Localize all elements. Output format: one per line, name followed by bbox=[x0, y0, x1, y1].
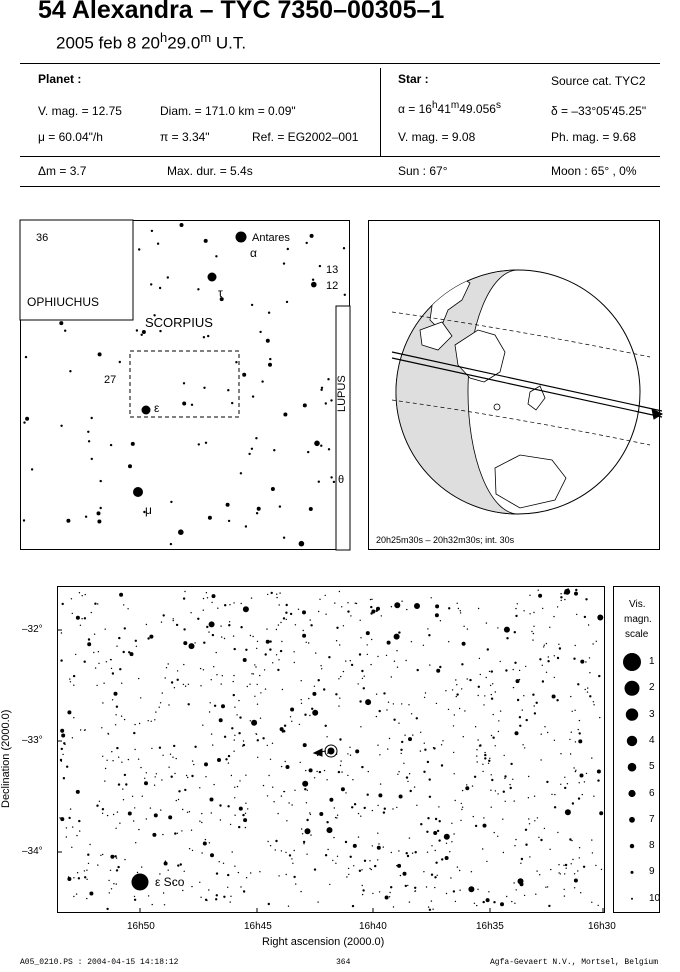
planet-vmag: V. mag. = 12.75 bbox=[38, 104, 122, 118]
alpha-m: m bbox=[450, 100, 460, 111]
scale-dot-mag-4 bbox=[627, 736, 637, 746]
xtick-label-1630: 16h30 bbox=[588, 921, 616, 932]
scale-label-3: 3 bbox=[649, 708, 655, 720]
source-catalog: Source cat. TYC2 bbox=[551, 74, 646, 88]
footer-credit: Agfa-Gevaert N.V., Mortsel, Belgium bbox=[490, 958, 659, 967]
star-delta: δ = –33°05'45.25" bbox=[551, 104, 647, 118]
star-label-theta: θ bbox=[338, 474, 345, 486]
globe-caption: 20h25m30s – 20h32m30s; int. 30s bbox=[376, 535, 515, 545]
planet-diam: Diam. = 171.0 km = 0.09" bbox=[160, 104, 296, 118]
scale-label-2: 2 bbox=[649, 682, 655, 694]
moon-info: Moon : 65° , 0% bbox=[551, 164, 637, 178]
xtick-label-1645: 16h45 bbox=[244, 921, 272, 932]
y-axis-label: Declination (2000.0) bbox=[0, 709, 12, 808]
date-text: 2005 feb 8 20 bbox=[56, 33, 160, 53]
scale-dot-mag-9 bbox=[631, 871, 634, 874]
star-label-mu: μ bbox=[145, 503, 152, 517]
ytick-label-32: –32° bbox=[22, 624, 43, 635]
star-vmag: V. mag. = 9.08 bbox=[398, 130, 476, 144]
star-label: Star : bbox=[398, 72, 429, 86]
scale-label-7: 7 bbox=[649, 813, 655, 825]
sun-elongation: Sun : 67° bbox=[398, 164, 448, 178]
scale-dot-mag-1 bbox=[623, 653, 641, 671]
x-axis-label: Right ascension (2000.0) bbox=[262, 936, 385, 948]
scale-dot-mag-2 bbox=[625, 681, 640, 696]
planet-mu: μ = 60.04"/h bbox=[38, 130, 103, 144]
alpha-minutes: 41 bbox=[437, 102, 451, 116]
scale-dot-mag-7 bbox=[629, 817, 635, 823]
delta-mag: Δm = 3.7 bbox=[38, 164, 87, 178]
date-h-unit: h bbox=[159, 30, 168, 45]
xtick-label-1650: 16h50 bbox=[127, 921, 155, 932]
footer-page: 364 bbox=[336, 958, 351, 967]
max-duration: Max. dur. = 5.4s bbox=[167, 164, 253, 178]
target-label: ε Sco bbox=[155, 875, 185, 889]
star-label-tau: τ bbox=[218, 286, 223, 300]
scale-label-5: 5 bbox=[649, 761, 655, 773]
scale-dot-mag-8 bbox=[630, 844, 634, 848]
alpha-prefix: α = 16 bbox=[398, 102, 432, 116]
star-phmag: Ph. mag. = 9.68 bbox=[551, 130, 637, 144]
star-label-alpha: α bbox=[250, 246, 257, 260]
star-label-13: 13 bbox=[326, 264, 339, 276]
constellation-ophiuchus: OPHIUCHUS bbox=[27, 295, 100, 309]
star-label-antares: Antares bbox=[252, 232, 290, 244]
star-label-epsilon: ε bbox=[154, 401, 160, 415]
date-minutes: 29.0 bbox=[167, 33, 201, 53]
date-ut: U.T. bbox=[211, 33, 247, 53]
planet-ref: Ref. = EG2002–001 bbox=[252, 130, 359, 144]
scale-dot-mag-10 bbox=[631, 898, 633, 900]
scale-title-scale: scale bbox=[625, 629, 649, 640]
date-m-unit: m bbox=[200, 30, 212, 45]
star-label-12: 12 bbox=[326, 280, 339, 292]
scale-label-4: 4 bbox=[649, 734, 655, 746]
scale-title-vis: Vis. bbox=[629, 599, 646, 610]
alpha-h: h bbox=[431, 100, 438, 111]
scale-dots bbox=[623, 653, 641, 900]
alpha-seconds: 49.056 bbox=[459, 102, 496, 116]
page-title: 54 Alexandra – TYC 7350–00305–1 bbox=[38, 0, 445, 24]
scale-title-magn: magn. bbox=[624, 614, 652, 625]
scale-label-6: 6 bbox=[649, 787, 655, 799]
xtick-label-1635: 16h35 bbox=[476, 921, 504, 932]
scale-dot-mag-3 bbox=[626, 708, 638, 720]
planet-label: Planet : bbox=[38, 72, 82, 86]
scale-dot-mag-5 bbox=[628, 763, 637, 772]
star-label-27: 27 bbox=[104, 374, 117, 386]
star-label-36: 36 bbox=[36, 232, 49, 244]
footer-file: A05_0210.PS : 2004-04-15 14:18:12 bbox=[20, 958, 179, 967]
scale-dot-mag-6 bbox=[628, 790, 635, 797]
scale-label-9: 9 bbox=[649, 866, 655, 878]
scale-label-1: 1 bbox=[649, 656, 655, 667]
constellation-scorpius: SCORPIUS bbox=[145, 315, 213, 330]
ytick-label-34: –34° bbox=[22, 846, 43, 857]
ytick-label-33: –33° bbox=[22, 735, 43, 746]
constellation-lupus: LUPUS bbox=[336, 375, 348, 412]
scale-label-10: 10 bbox=[649, 892, 661, 904]
alpha-s: s bbox=[495, 100, 501, 111]
xtick-label-1640: 16h40 bbox=[359, 921, 387, 932]
planet-pi: π = 3.34" bbox=[160, 130, 210, 144]
scale-label-8: 8 bbox=[649, 840, 655, 852]
